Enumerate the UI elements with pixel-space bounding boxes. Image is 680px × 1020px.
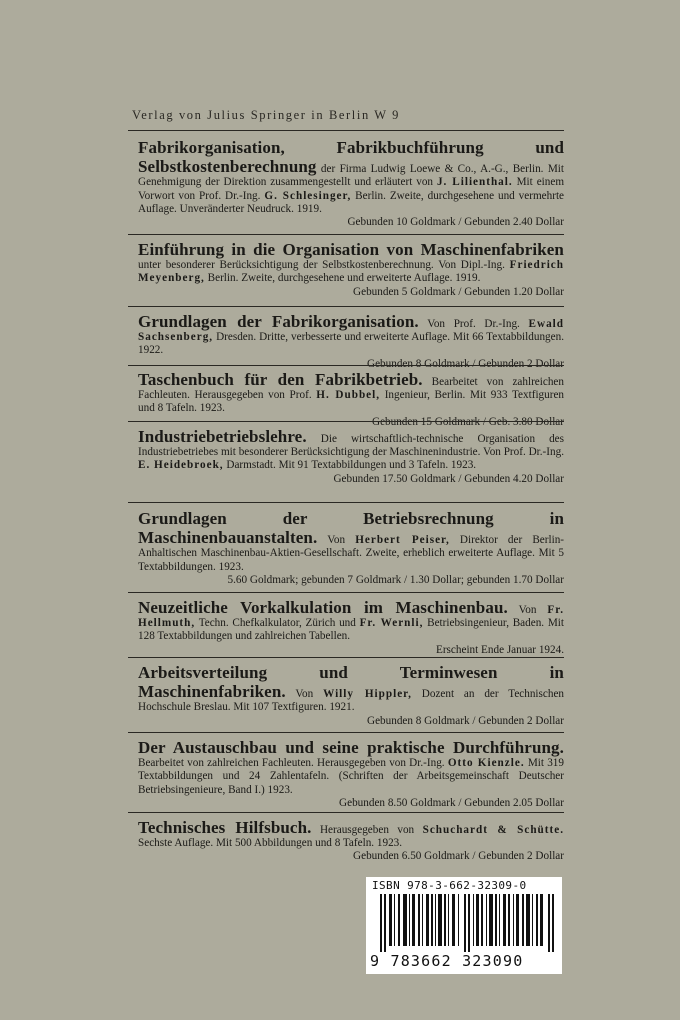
book-description: Von — [518, 604, 537, 616]
book-entry — [138, 509, 564, 587]
book-description: Mit 319 Textabbildungen und 24 Zahlentafeln. (Schriften der Arbeitsgemeinschaft Deutscher Betriebsingenieure, Band I.) 1923. — [138, 757, 564, 796]
book-entry — [138, 818, 564, 864]
book-description: Dresden. Dritte, verbesserte und erweiterte Auflage. Mit 66 Textabbildungen. 1922. — [138, 331, 564, 357]
book-price: Erscheint Ende Januar 1924. — [436, 643, 564, 656]
book-entry — [138, 738, 564, 810]
book-description: Die wirtschaftlich-technische Organisation des Industriebetriebes mit besonderer Berücksichtigung der Maschinenindustrie. Von Prof. Dr.-Ing. — [138, 433, 565, 459]
book-description: Dozent an der Technischen Hochschule Breslau. Mit 107 Textfiguren. 1921. — [138, 688, 565, 714]
book-price: Gebunden 17.50 Goldmark / Gebunden 4.20 Dollar — [333, 472, 564, 485]
divider — [128, 502, 564, 503]
book-description: Bearbeitet von zahlreichen Fachleuten. Herausgegeben von Prof. — [138, 376, 564, 402]
book-entry — [138, 312, 564, 371]
book-author: Schuchardt & Schütte. — [422, 824, 564, 836]
book-description: Berlin. Zweite, durchgesehene und vermehrte Auflage. Unveränderter Neudruck. 1919. — [138, 189, 565, 215]
book-price: Gebunden 5 Goldmark / Gebunden 1.20 Dollar — [353, 285, 564, 298]
book-title: Einführung in die Organisation von Maschinenfabriken — [138, 240, 564, 259]
ean-number: 9 783662 323090 — [370, 952, 524, 970]
book-description: Darmstadt. Mit 91 Textabbildungen und 3 Tafeln. 1923. — [226, 459, 477, 472]
book-description: Sechste Auflage. Mit 500 Abbildungen und 8 Tafeln. 1923. — [138, 837, 403, 850]
book-title: Taschenbuch für den Fabrikbetrieb. — [138, 370, 423, 389]
book-author: Fr. Wernli, — [359, 617, 424, 630]
book-description: der Firma Ludwig Loewe & Co., A.-G., Berlin. Mit Genehmigung der Direktion zusammengestellt und erläutert von — [138, 163, 565, 189]
book-description: unter besonderer Berücksichtigung der Selbstkostenberechnung. Von Dipl.-Ing. — [138, 259, 505, 272]
divider — [128, 592, 564, 593]
divider — [128, 130, 564, 131]
book-description: Berlin. Zweite, durchgesehene und erweiterte Auflage. 1919. — [207, 272, 481, 285]
book-author: Otto Kienzle. — [447, 757, 525, 770]
book-title: Industriebetriebslehre. — [138, 427, 307, 446]
book-author: Friedrich Meyenberg, — [138, 259, 564, 285]
book-description: Herausgegeben von — [319, 824, 415, 836]
book-author: Fr. Hellmuth, — [138, 604, 564, 630]
book-author: Willy Hippler, — [323, 688, 412, 701]
isbn-label: ISBN 978-3-662-32309-0 — [372, 879, 527, 892]
book-entry — [138, 138, 564, 229]
book-description: Bearbeitet von zahlreichen Fachleuten. Herausgegeben von Dr.-Ing. — [138, 757, 445, 770]
book-description: Ingenieur, Berlin. Mit 933 Textfiguren und 8 Tafeln. 1923. — [138, 389, 565, 415]
book-title: Grundlagen der Fabrikorganisation. — [138, 312, 419, 331]
divider — [128, 812, 564, 813]
book-description: Techn. Chefkalkulator, Zürich und — [198, 617, 356, 630]
book-description: Von Prof. Dr.-Ing. — [427, 318, 520, 330]
book-entry — [138, 598, 564, 657]
book-author: Herbert Peiser, — [355, 534, 450, 547]
book-price: Gebunden 15 Goldmark / Geb. 3.80 Dollar — [371, 415, 564, 428]
book-price: 5.60 Goldmark; gebunden 7 Goldmark / 1.30 Dollar; gebunden 1.70 Dollar — [227, 573, 564, 586]
book-author: G. Schlesinger, — [264, 189, 352, 202]
book-entry — [138, 663, 564, 728]
book-price: Gebunden 8 Goldmark / Gebunden 2 Dollar — [367, 714, 564, 727]
book-title: Grundlagen der Betriebsrechnung in Maschinenbauanstalten. — [138, 509, 564, 548]
book-price: Gebunden 8.50 Goldmark / Gebunden 2.05 Dollar — [339, 796, 564, 809]
book-title: Der Austauschbau und seine praktische Durchführung. — [138, 738, 564, 757]
book-description: Mit einem Vorwort von Prof. Dr.-Ing. — [138, 176, 565, 202]
book-description: Von — [327, 534, 346, 547]
divider — [128, 234, 564, 235]
book-title: Arbeitsverteilung und Terminwesen in Maschinenfabriken. — [138, 663, 564, 702]
barcode-icon — [380, 894, 556, 952]
book-author: E. Heidebroek, — [138, 459, 224, 472]
book-entry — [138, 427, 564, 486]
book-title: Neuzeitliche Vorkalkulation im Maschinenbau. — [138, 598, 508, 617]
book-description: Von — [295, 688, 314, 701]
divider — [128, 732, 564, 733]
book-entry — [138, 370, 564, 429]
book-price: Gebunden 8 Goldmark / Gebunden 2 Dollar — [367, 357, 564, 370]
divider — [128, 657, 564, 658]
book-description: Betriebsingenieur, Baden. Mit 128 Textabbildungen und zahlreichen Tabellen. — [138, 617, 564, 643]
book-author: J. Lilienthal. — [436, 176, 513, 189]
book-price: Gebunden 6.50 Goldmark / Gebunden 2 Dollar — [353, 850, 564, 863]
book-title: Technisches Hilfsbuch. — [138, 818, 312, 837]
book-author: Ewald Sachsenberg, — [138, 318, 564, 344]
book-title: Fabrikorganisation, Fabrikbuchführung und Selbstkostenberechnung — [138, 138, 564, 177]
book-author: H. Dubbel, — [316, 389, 381, 402]
book-description: Direktor der Berlin-Anhaltischen Maschinenbau-Aktien-Gesellschaft. Zweite, erheblich erweiterte Auflage. Mit 5 Textabbildungen. 1923. — [138, 534, 565, 573]
divider — [128, 306, 564, 307]
divider — [128, 421, 564, 422]
book-entry — [138, 240, 564, 299]
book-price: Gebunden 10 Goldmark / Gebunden 2.40 Dollar — [347, 216, 564, 229]
divider — [128, 365, 564, 366]
publisher-line: Verlag von Julius Springer in Berlin W 9 — [132, 108, 401, 122]
